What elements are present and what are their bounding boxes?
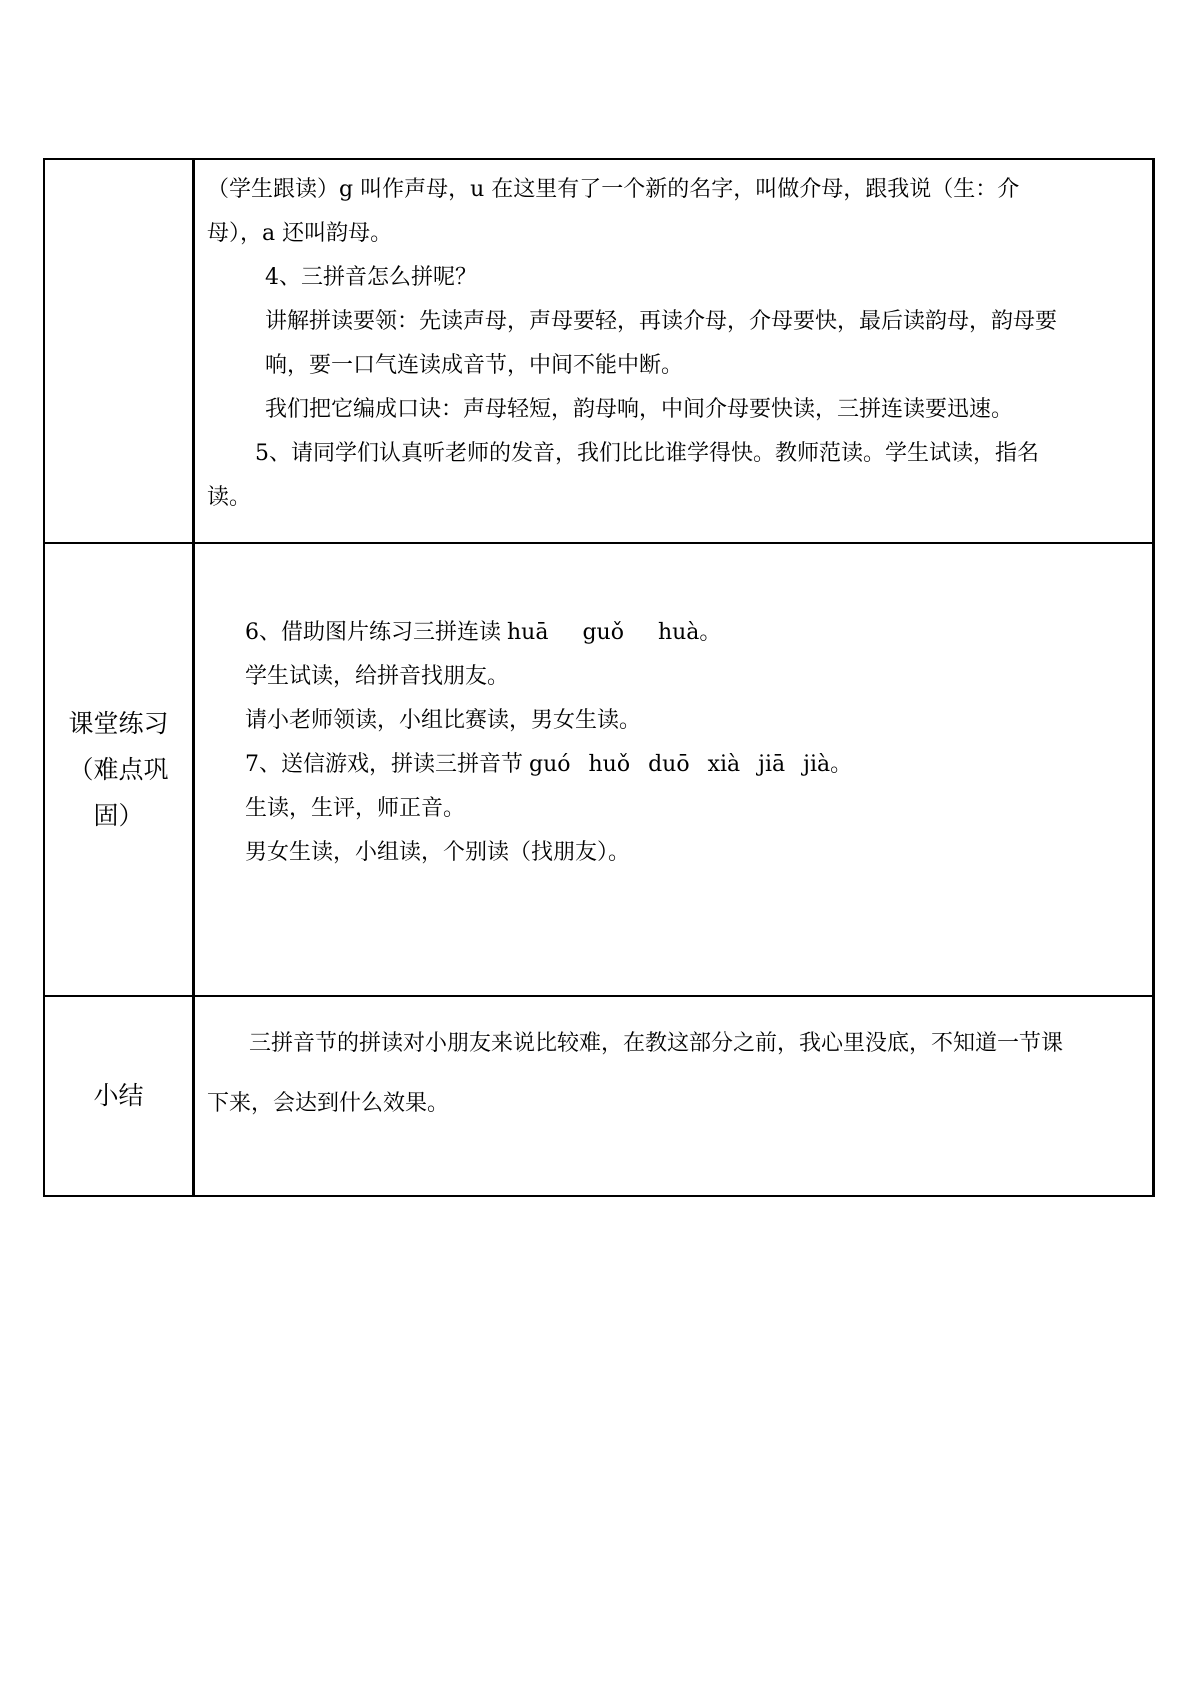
lesson-plan-table (43, 158, 1155, 1197)
pinyin-syllable: jià。 (803, 752, 853, 777)
text-line: 生读，生评，师正音。 (245, 796, 466, 821)
practice-text (195, 544, 1152, 875)
pinyin-syllable: xià (707, 752, 741, 777)
table-row (44, 996, 1154, 1196)
text-line: 5、请同学们认真听老师的发音，我们比比谁学得快。教师范读。学生试读，指名 (255, 441, 1039, 466)
exercise-text: 6、借助图片练习三拼连读 (245, 620, 501, 645)
exercise-text: 7、送信游戏，拼读三拼音节 (245, 752, 523, 777)
pinyin-syllable: huǒ (588, 752, 631, 777)
row-label-line: （难点巩 (68, 754, 169, 784)
row-content-cell (194, 159, 1154, 543)
row-content-cell (194, 543, 1154, 996)
text-line (245, 743, 1128, 787)
pinyin-syllable: guó (529, 752, 571, 777)
pinyin-syllable: duō (648, 752, 690, 777)
text-line (245, 611, 1128, 655)
table-row (44, 543, 1154, 996)
row-label-cell (44, 159, 194, 543)
summary-text (195, 997, 1152, 1134)
text-line: 读。 (207, 485, 252, 510)
pinyin-syllable: huà。 (657, 620, 722, 645)
text-line: 母），a 还叫韵母。 (207, 221, 393, 246)
row-label-cell (44, 996, 194, 1196)
row-label-line: 课堂练习 (68, 708, 169, 738)
row-content-cell (194, 996, 1154, 1196)
pinyin-syllable: huā (507, 620, 549, 645)
text-line: 请小老师领读，小组比赛读，男女生读。 (245, 708, 642, 733)
table-row (44, 159, 1154, 543)
text-line: 男女生读，小组读，个别读（找朋友）。 (245, 840, 631, 865)
pinyin-syllable: jiā (758, 752, 786, 777)
text-line: （学生跟读）g 叫作声母，u 在这里有了一个新的名字，叫做介母，跟我说（生：介 (207, 177, 1020, 202)
text-line: 下来，会达到什么效果。 (207, 1091, 450, 1116)
text-line: 响，要一口气连读成音节，中间不能中断。 (265, 353, 684, 378)
row-label-line: 固） (93, 800, 144, 830)
row-label: 小结 (93, 1081, 144, 1110)
text-line: 讲解拼读要领：先读声母，声母要轻，再读介母，介母要快，最后读韵母，韵母要 (265, 309, 1058, 334)
procedure-text (195, 160, 1152, 520)
text-line: 学生试读，给拼音找朋友。 (245, 664, 510, 689)
pinyin-syllable: guǒ (582, 620, 624, 645)
row-label-cell (44, 543, 194, 996)
text-line: 4、三拼音怎么拼呢？ (265, 265, 477, 290)
text-line: 我们把它编成口诀：声母轻短，韵母响，中间介母要快读，三拼连读要迅速。 (265, 397, 1014, 422)
text-line: 三拼音节的拼读对小朋友来说比较难，在教这部分之前，我心里没底，不知道一节课 (249, 1031, 1064, 1056)
